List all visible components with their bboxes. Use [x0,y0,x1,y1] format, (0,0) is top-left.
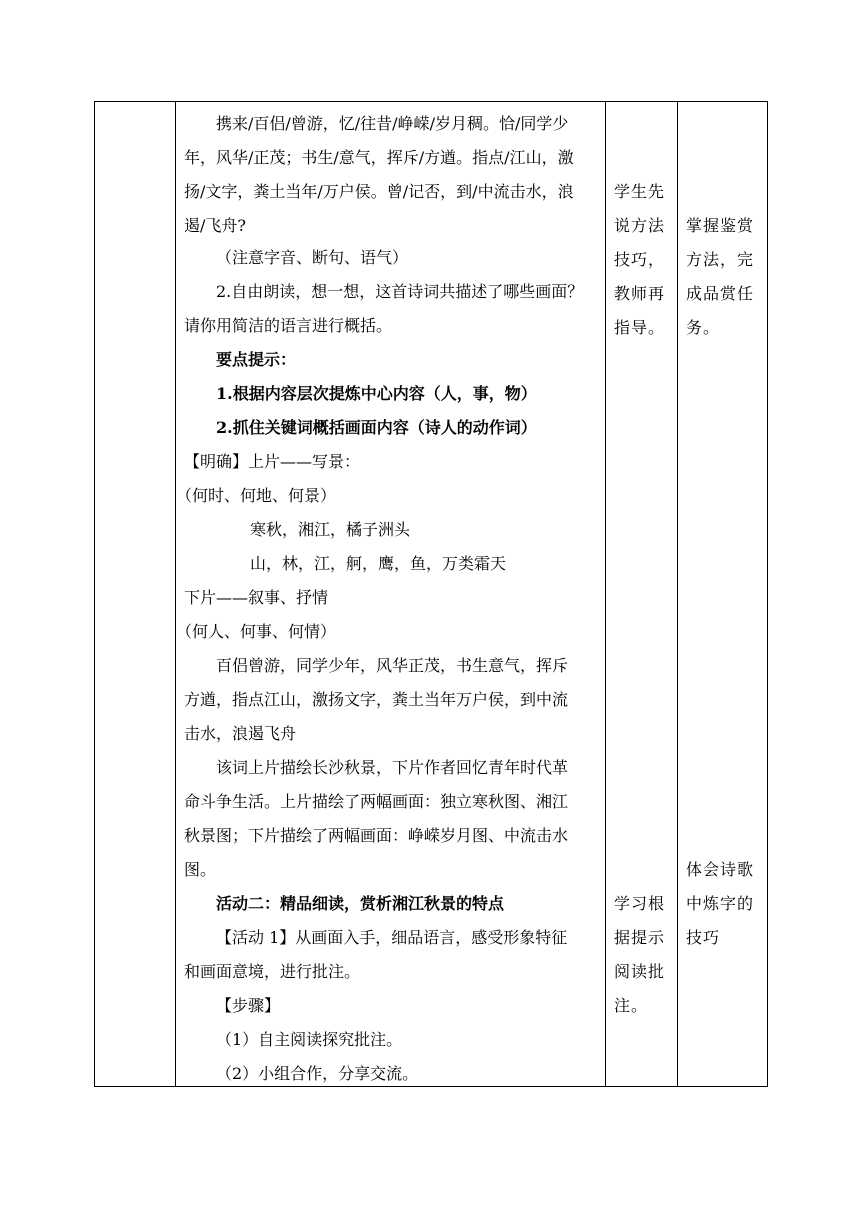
answer-lower-heading: 下片——叙事、抒情 [184,588,329,607]
poem-line-3: 扬/文字，粪土当年/万户侯。曾/记否，到/中流击水，浪 [184,182,574,201]
reading-note: （注意字音、断句、语气） [216,248,409,267]
task-2-line-1: 2.自由朗读，想一想，这首诗词共描述了哪些画面？ [216,282,584,301]
student-activity-1-line-3: 技巧， [614,250,666,269]
design-intent-2-line-3: 技巧 [686,928,721,947]
summary-line-4: 图。 [184,860,217,879]
design-intent-1-line-4: 务。 [686,318,721,337]
answer-upper-heading: 【明确】上片——写景： [184,452,361,471]
summary-line-2: 命斗争生活。上片描绘了两幅画面：独立寒秋图、湘江 [184,792,569,811]
answer-lower-question: （何人、何事、何情） [176,622,337,641]
tips-heading: 要点提示： [216,350,297,369]
design-intent-column-cell [678,102,768,1087]
content-column-cell [176,102,606,1087]
activity-1-line-2: 和画面意境，进行批注。 [184,962,361,981]
poem-line-4: 遏/飞舟? [184,216,246,235]
student-activity-2-line-3: 阅读批 [614,962,666,981]
student-activity-2-line-4: 注。 [614,996,649,1015]
table-row [95,102,768,1087]
tip-1: 1.根据内容层次提炼中心内容（人，事，物） [216,384,537,403]
design-intent-1-line-2: 方法，完 [686,250,755,269]
answer-lower-line-3: 击水，浪遏飞舟 [184,724,297,743]
answer-upper-question: （何时、何地、何景） [176,486,337,505]
activity-2-heading: 活动二：精品细读，赏析湘江秋景的特点 [216,894,505,913]
steps-heading: 【步骤】 [216,996,281,1015]
design-intent-1-line-1: 掌握鉴赏 [686,216,755,235]
answer-lower-line-2: 方遒，指点江山，激扬文字，粪土当年万户侯，到中流 [184,690,569,709]
student-activity-1-line-5: 指导。 [614,318,666,337]
student-activity-1-line-2: 说方法 [614,216,666,235]
design-intent-2-line-1: 体会诗歌 [686,860,755,879]
lesson-table [94,101,768,1087]
design-intent-2-line-2: 中炼字的 [686,894,755,913]
summary-line-3: 秋景图；下片描绘了两幅画面：峥嵘岁月图、中流击水 [184,826,569,845]
stage-column-cell [95,102,176,1087]
student-activity-1-line-4: 教师再 [614,284,666,303]
answer-upper-line-1: 寒秋，湘江，橘子洲头 [250,520,411,539]
design-intent-1-line-3: 成品赏任 [686,284,755,303]
tip-2: 2.抓住关键词概括画面内容（诗人的动作词） [216,418,537,437]
student-activity-2-line-2: 据提示 [614,928,666,947]
step-1: （1）自主阅读探究批注。 [216,1030,403,1049]
activity-1-line-1: 【活动 1】从画面入手，细品语言，感受形象特征 [216,928,568,947]
summary-line-1: 该词上片描绘长沙秋景，下片作者回忆青年时代革 [216,758,569,777]
answer-lower-line-1: 百侣曾游，同学少年，风华正茂，书生意气，挥斥 [216,656,569,675]
student-activity-2-line-1: 学习根 [614,894,666,913]
answer-upper-line-2: 山，林，江，舸，鹰，鱼，万类霜天 [250,554,507,573]
poem-line-2: 年，风华/正茂；书生/意气，挥斥/方遒。指点/江山，激 [184,148,574,167]
student-activity-1-line-1: 学生先 [614,182,666,201]
task-2-line-2: 请你用简洁的语言进行概括。 [184,316,393,335]
step-2: （2）小组合作，分享交流。 [216,1064,419,1083]
poem-line-1: 携来/百侣/曾游，忆/往昔/峥嵘/岁月稠。恰/同学少 [216,114,569,133]
student-activity-column-cell [606,102,678,1087]
